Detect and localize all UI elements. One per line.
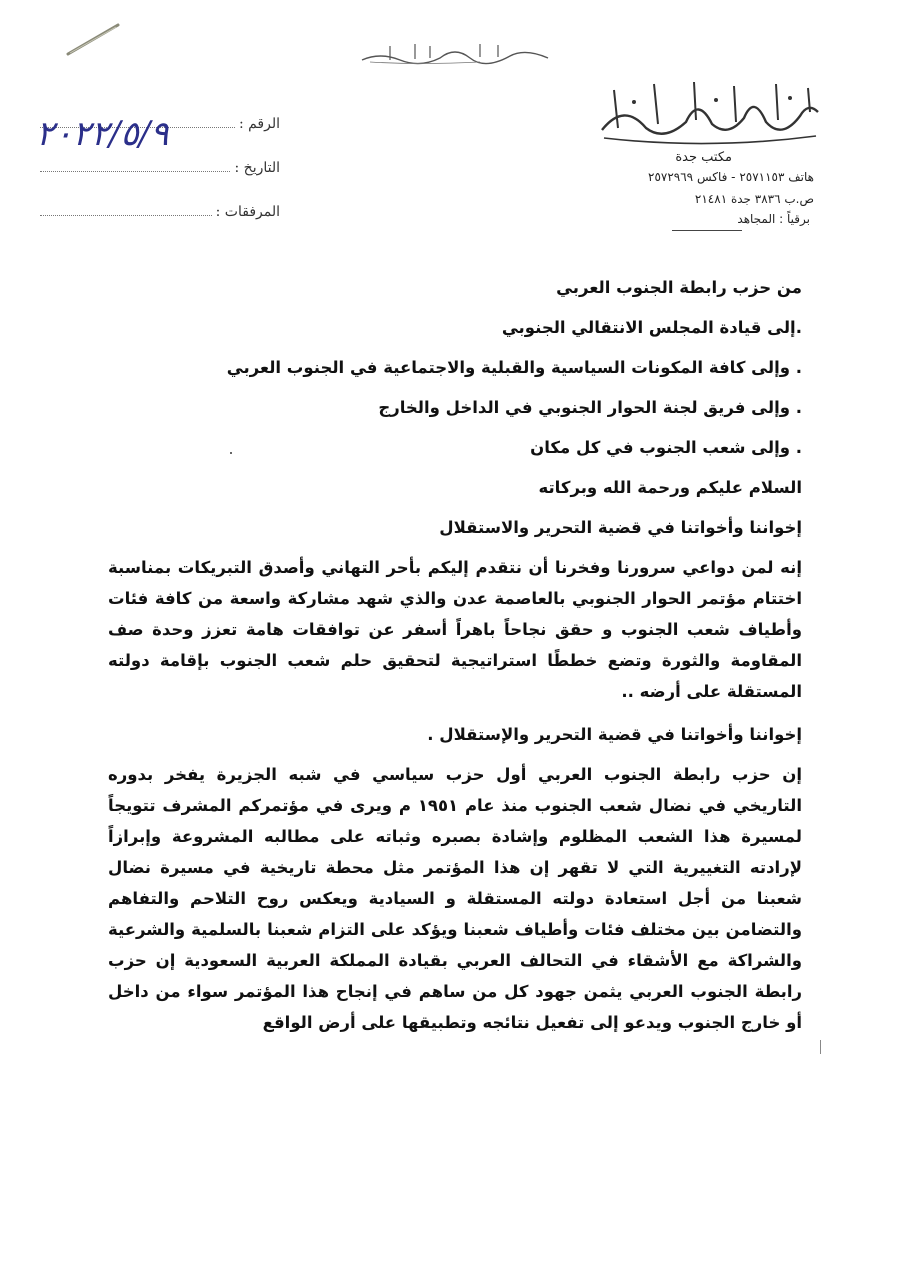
recipient-line-4: . وإلى شعب الجنوب في كل مكان: [530, 438, 802, 457]
stray-dot: [230, 452, 232, 454]
date-label: التاريخ :: [234, 160, 280, 176]
po-box: ص.ب ٣٨٣٦ جدة ٢١٤٨١: [694, 192, 814, 206]
office-name: مكتب جدة: [675, 150, 732, 165]
recipient-line-2: . وإلى كافة المكونات السياسية والقبلية والاجتماعية في الجنوب العربي: [226, 358, 802, 377]
handwritten-date: ٢٠٢٢/٥/٩: [36, 114, 169, 154]
organization-logo: [594, 72, 824, 148]
basmala-calligraphy: [360, 38, 550, 66]
pen-stroke-mark: [66, 22, 121, 56]
attachments-field: [40, 176, 280, 220]
salutation-1: إخواننا وأخواتنا في قضية التحرير والاستقلال: [439, 518, 802, 537]
attachments-line: [40, 201, 212, 216]
telegraphic-address: برقياً : المجاهد: [737, 212, 810, 226]
attachments-label: المرفقات :: [215, 204, 280, 220]
letter-body: [108, 268, 802, 1038]
greeting-line: السلام عليكم ورحمة الله وبركاته: [538, 478, 802, 497]
phone-fax: هاتف ٢٥٧١١٥٣ - فاكس ٢٥٧٢٩٦٩: [648, 170, 814, 184]
recipient-line-3: . وإلى فريق لجنة الحوار الجنوبي في الداخل والخارج: [378, 398, 802, 417]
from-line: من حزب رابطة الجنوب العربي: [556, 278, 802, 297]
number-label: الرقم :: [238, 116, 280, 132]
margin-tick: [820, 1040, 821, 1054]
salutation-2: إخواننا وأخواتنا في قضية التحرير والإستقلال .: [427, 725, 802, 744]
letterhead: [594, 72, 824, 240]
paragraph-2: إن حزب رابطة الجنوب العربي أول حزب سياسي في شبه الجزيرة يفخر بدوره التاريخي في نضال شعب الجنوب منذ عام ١٩٥١ م ويرى في مؤتمركم المشرف تتويجاً لمسيرة هذا الشعب المظلوم وإشادة بصبره وثباته على مطالبه المشروعة وإبرازاً لإرادته التغييرية التي لا تقهر إن هذا المؤتمر مثل محطة تاريخية في مسيرة نضال شعبنا من أجل استعادة دولته المستقلة و السيادية ويعكس روح التلاحم والتفاهم والتضامن بين مختلف فئات وأطياف شعبنا ويؤكد على التزام شعبنا بالسلمية والشرعية والشراكة مع الأشقاء في التحالف العربي بقيادة المملكة العربية السعودية إن حزب رابطة الجنوب العربي يثمن جهود كل من ساهم في إنجاح هذا المؤتمر سواء من داخل أو خارج الجنوب ويدعو إلى تفعيل نتائجه وتطبيقها على أرض الواقع: [108, 765, 802, 1032]
paragraph-1: إنه لمن دواعي سرورنا وفخرنا أن نتقدم إليكم بأحر التهاني وأصدق التبريكات بمناسبة اختتام مؤتمر الحوار الجنوبي بالعاصمة عدن والذي شهد مشاركة واسعة من كافة فئات وأطياف شعب الجنوب و حقق نجاحاً باهراً أسفر عن توافقات هامة تعزز وحدة صف المقاومة والثورة وتضع خططًا استراتيجية لتحقيق حلم شعب الجنوب بإقامة دولته المستقلة على أرضه ..: [108, 558, 802, 701]
letterhead-underline: [672, 230, 742, 231]
recipient-line-1: .إلى قيادة المجلس الانتقالي الجنوبي: [501, 318, 802, 337]
letter-meta: [40, 88, 280, 220]
date-line: [40, 157, 230, 172]
basmala-icon: [360, 38, 550, 66]
